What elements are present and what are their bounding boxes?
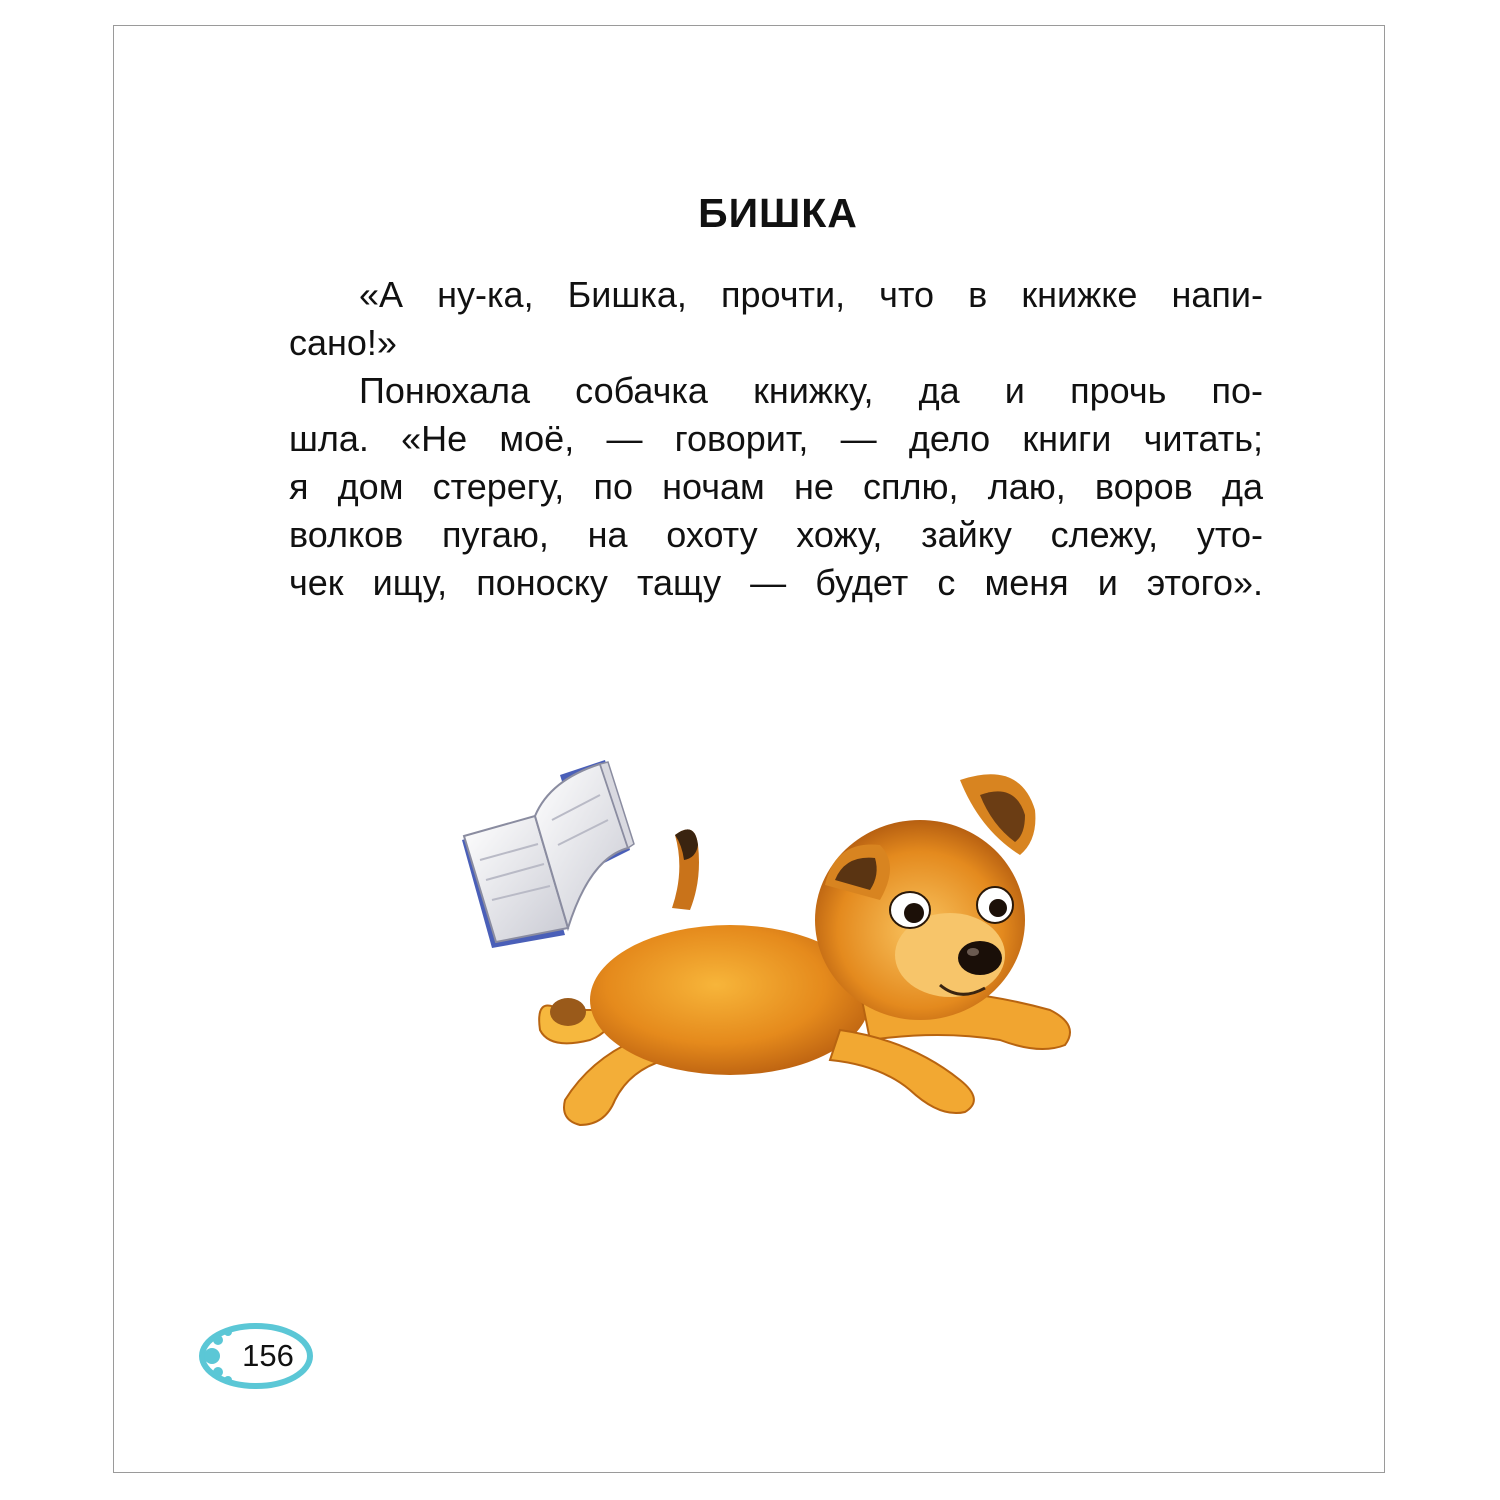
story-text — [289, 271, 1263, 607]
story-line-3: Понюхала собачка книжку, да и прочь по- — [359, 370, 1263, 411]
book-icon — [462, 760, 634, 948]
story-title: БИШКА — [698, 190, 858, 236]
story-line-6: волков пугаю, на охоту хожу, зайку слежу, уто- — [289, 514, 1263, 555]
story-line-2: сано!» — [289, 322, 397, 363]
story-line-5: я дом стерегу, по ночам не сплю, лаю, воров да — [289, 466, 1263, 507]
story-line-7: чек ищу, поноску тащу — будет с меня и этого». — [289, 562, 1263, 603]
illustration — [440, 740, 1100, 1140]
story-line-4: шла. «Не моё, — говорит, — дело книги читать; — [289, 418, 1263, 459]
page-number: 156 — [242, 1338, 294, 1373]
story-line-1: «А ну-ка, Бишка, прочти, что в книжке напи- — [359, 274, 1263, 315]
